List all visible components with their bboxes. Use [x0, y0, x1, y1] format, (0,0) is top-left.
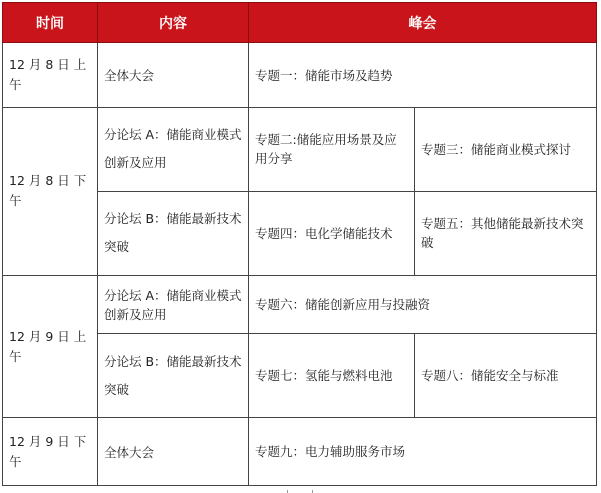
topic-cell: 专题七：氢能与燃料电池: [249, 334, 415, 418]
topic-cell: 专题八：储能安全与标准: [415, 334, 597, 418]
schedule-table: [2, 2, 597, 486]
table-row: [3, 418, 597, 486]
table-row: [3, 108, 597, 192]
content-cell: 全体大会: [98, 418, 249, 486]
time-cell: 12 月 9 日 上午: [3, 275, 98, 417]
time-cell: 12 月 8 日 上午: [3, 43, 98, 108]
content-cell: 分论坛 A：储能商业模式创新及应用: [98, 275, 249, 334]
time-cell: 12 月 8 日 下午: [3, 108, 98, 276]
header-time: 时间: [3, 3, 98, 43]
header-content: 内容: [98, 3, 249, 43]
content-cell: 分论坛 A：储能商业模式创新及应用: [98, 108, 249, 192]
topic-cell: 专题四：电化学储能技术: [249, 191, 415, 275]
header-summit: 峰会: [249, 3, 597, 43]
content-cell: 分论坛 B：储能最新技术突破: [98, 191, 249, 275]
topic-cell: 专题二:储能应用场景及应用分享: [249, 108, 415, 192]
topic-cell: 专题一：储能市场及趋势: [249, 43, 597, 108]
topic-cell: 专题三：储能商业模式探讨: [415, 108, 597, 192]
content-cell: 全体大会: [98, 43, 249, 108]
topic-cell: 专题五：其他储能最新技术突破: [415, 191, 597, 275]
table-row: [3, 43, 597, 108]
topic-cell: 专题九：电力辅助服务市场: [249, 418, 597, 486]
header-row: [3, 3, 597, 43]
time-cell: 12 月 9 日 下午: [3, 418, 98, 486]
topic-cell: 专题六：储能创新应用与投融资: [249, 275, 597, 334]
content-cell: 分论坛 B：储能最新技术突破: [98, 334, 249, 418]
table-row: [3, 275, 597, 334]
